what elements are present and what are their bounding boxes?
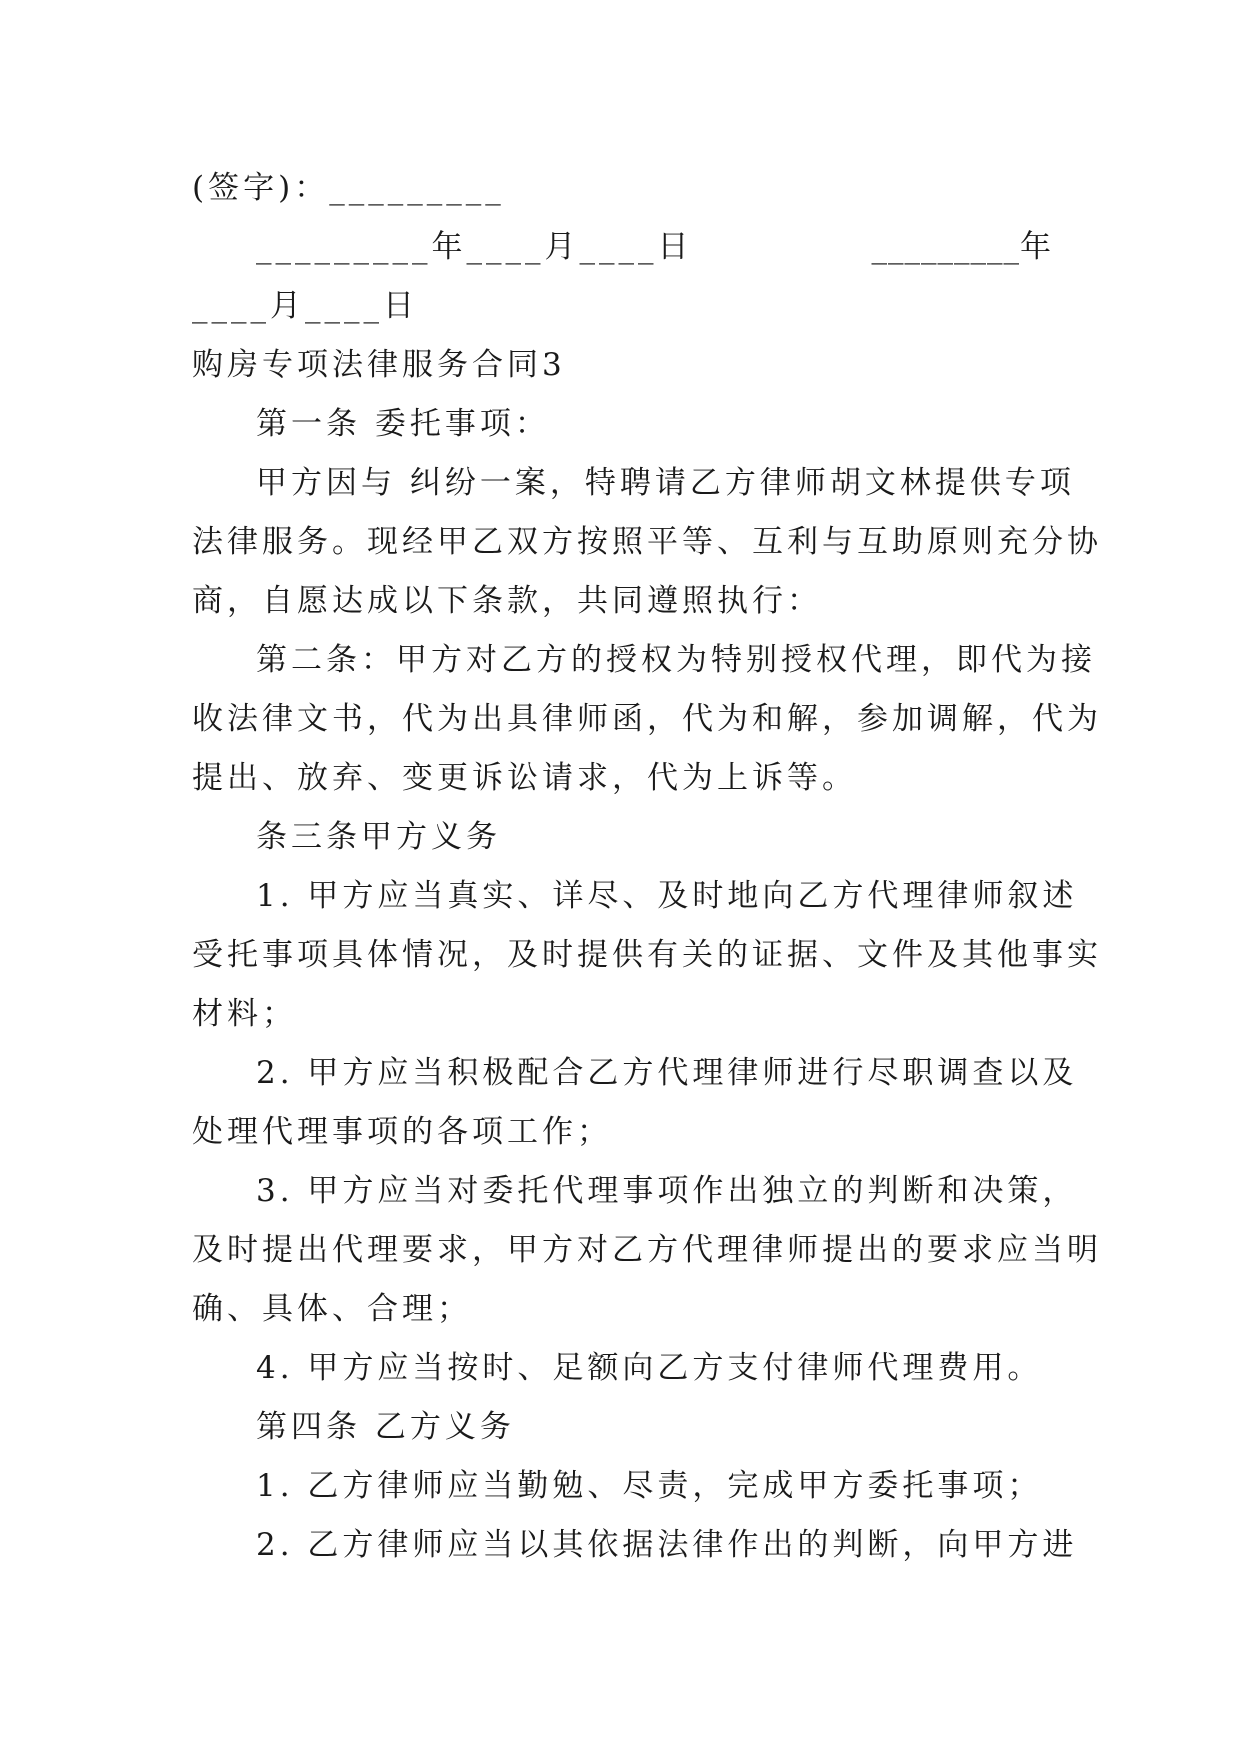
article-3-item-1-line-2: 受托事项具体情况，及时提供有关的证据、文件及其他事实 (192, 937, 1102, 973)
signature-line: (签字)：_________ (192, 170, 505, 206)
article-2-text-line-3: 提出、放弃、变更诉讼请求，代为上诉等。 (192, 760, 857, 796)
contract-title: 购房专项法律服务合同3 (192, 347, 566, 383)
article-3-item-4: 4. 甲方应当按时、足额向乙方支付律师代理费用。 (256, 1350, 1043, 1386)
article-3-heading: 条三条甲方义务 (256, 819, 501, 855)
article-4-item-2-line-1: 2. 乙方律师应当以其依据法律作出的判断，向甲方进 (256, 1527, 1078, 1563)
date-line-party-a: _________年____月____日 (256, 229, 693, 265)
article-1-text-line-3: 商，自愿达成以下条款，共同遵照执行： (192, 583, 822, 619)
article-4-heading: 第四条 乙方义务 (256, 1409, 515, 1445)
article-3-item-2-line-2: 处理代理事项的各项工作； (192, 1114, 612, 1150)
article-2-text-line-2: 收法律文书，代为出具律师函，代为和解，参加调解，代为 (192, 701, 1102, 737)
article-1-text-line-2: 法律服务。现经甲乙双方按照平等、互利与互助原则充分协 (192, 524, 1102, 560)
article-3-item-3-line-3: 确、具体、合理； (192, 1291, 472, 1327)
article-1-text-line-1: 甲方因与 纠纷一案，特聘请乙方律师胡文林提供专项 (256, 465, 1075, 501)
article-2-text-line-1: 第二条：甲方对乙方的授权为特别授权代理，即代为接 (256, 642, 1096, 678)
article-3-item-1-line-3: 材料； (192, 996, 297, 1032)
date-line-party-b-year: _________年 (871, 229, 1052, 265)
article-3-item-3-line-1: 3. 甲方应当对委托代理事项作出独立的判断和决策， (256, 1173, 1078, 1209)
article-3-item-3-line-2: 及时提出代理要求，甲方对乙方代理律师提出的要求应当明 (192, 1232, 1102, 1268)
article-3-item-1-line-1: 1. 甲方应当真实、详尽、及时地向乙方代理律师叙述 (256, 878, 1078, 914)
article-3-item-2-line-1: 2. 甲方应当积极配合乙方代理律师进行尽职调查以及 (256, 1055, 1078, 1091)
date-line-party-b-month-day: ____月____日 (192, 288, 418, 324)
article-4-item-1: 1. 乙方律师应当勤勉、尽责，完成甲方委托事项； (256, 1468, 1043, 1504)
article-1-heading: 第一条 委托事项： (256, 406, 550, 442)
